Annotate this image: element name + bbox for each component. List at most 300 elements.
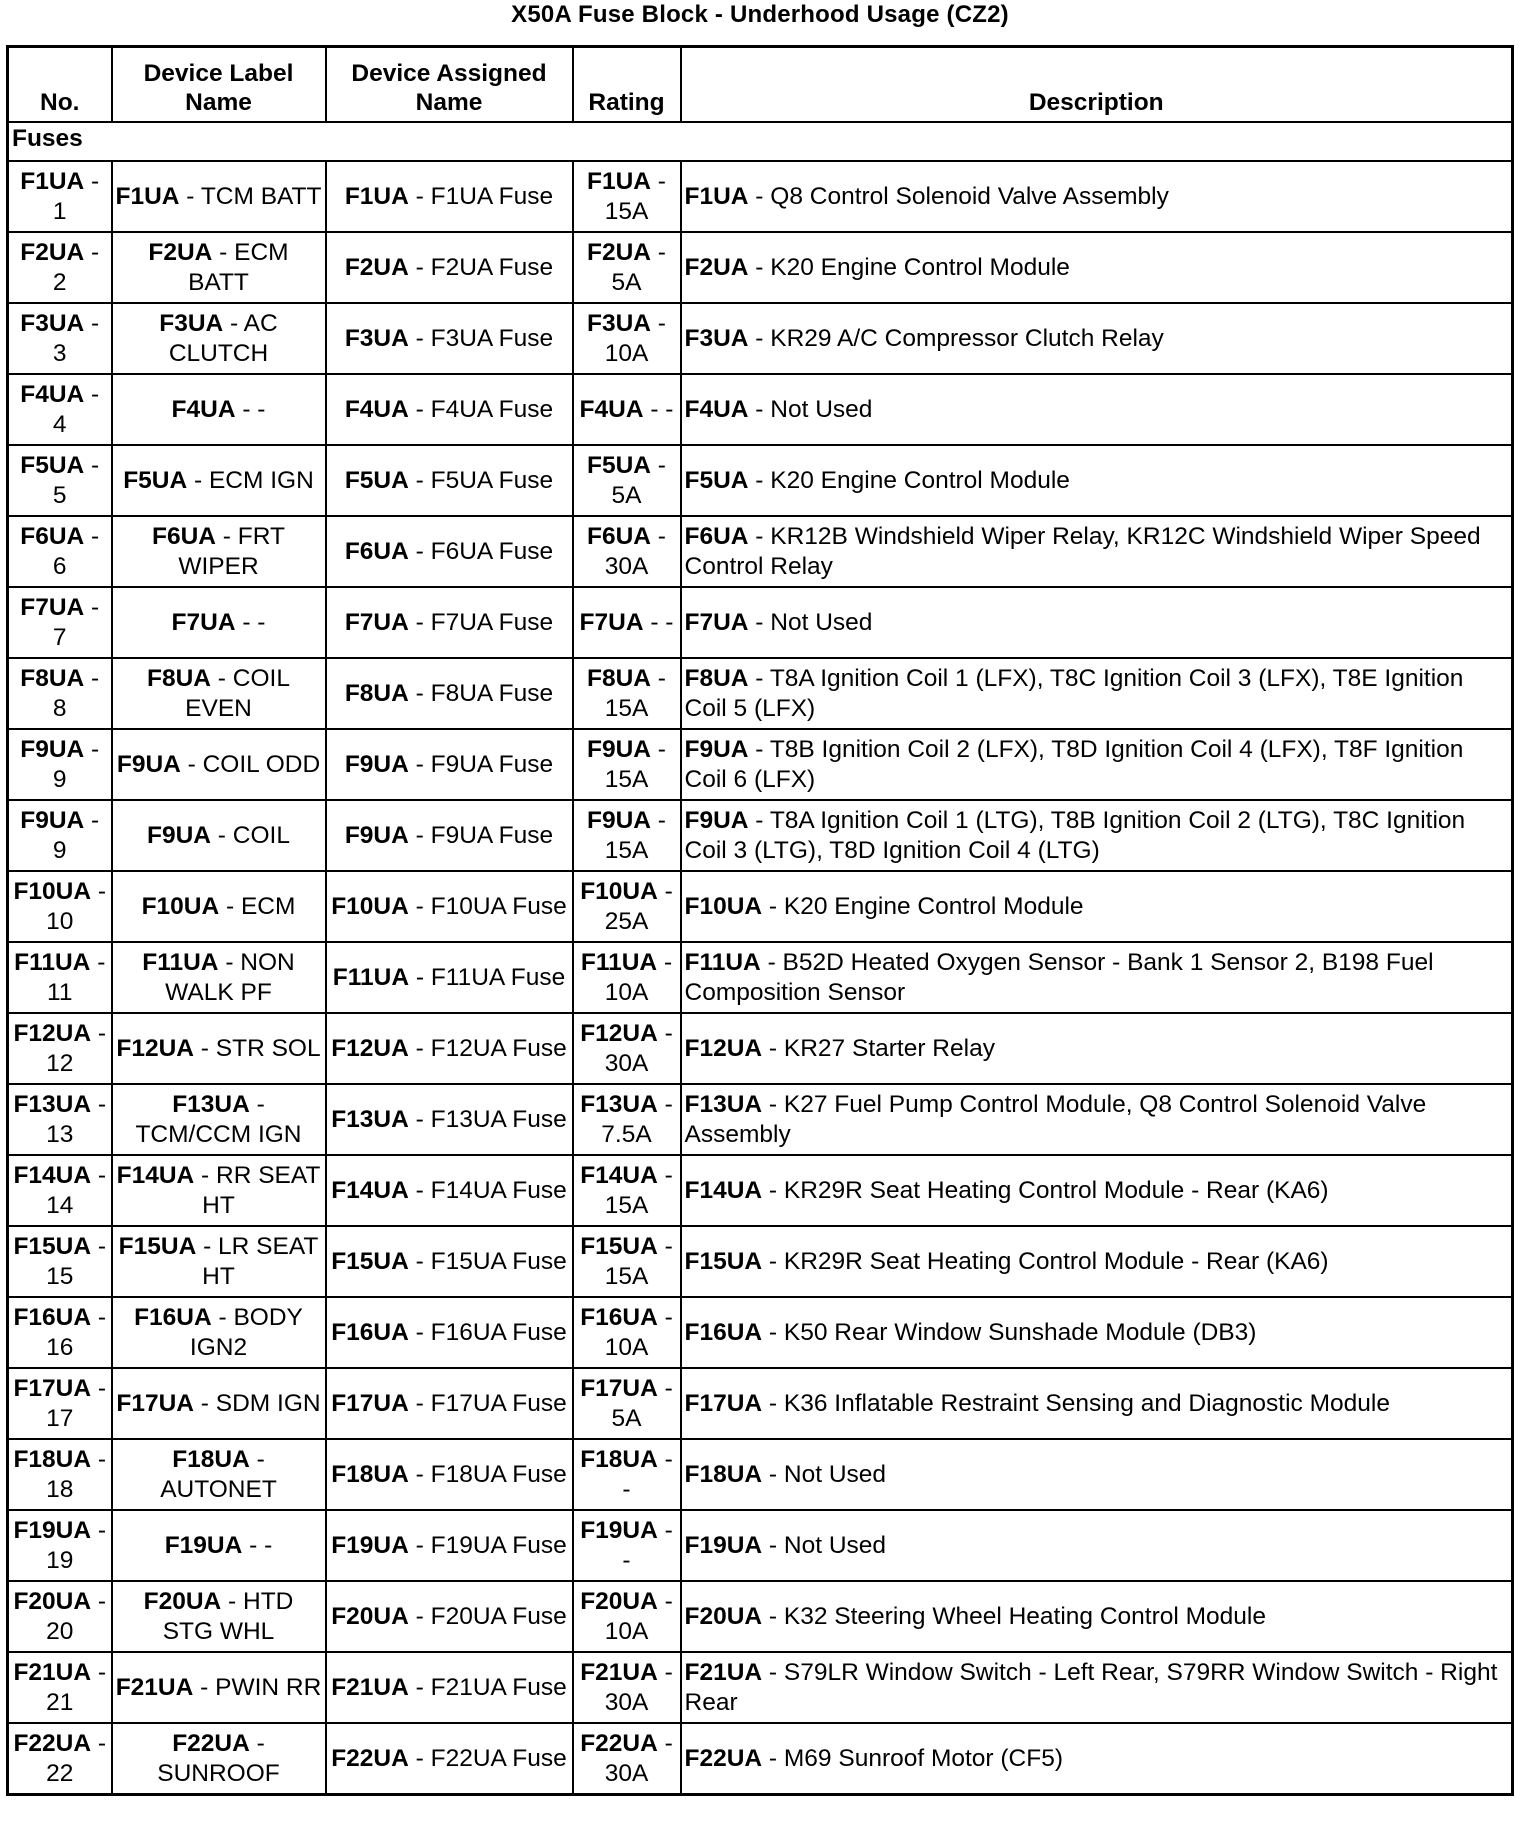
cell-device-assigned-fuse-id: F15UA xyxy=(331,1247,409,1275)
cell-description-fuse-id: F1UA xyxy=(684,182,749,210)
cell-no-fuse-id: F10UA xyxy=(13,877,92,905)
table-row xyxy=(8,374,1513,445)
cell-description xyxy=(681,587,1513,658)
cell-device-assigned-text: - F3UA Fuse xyxy=(408,324,554,352)
cell-description-fuse-id: F9UA xyxy=(684,806,749,834)
cell-no xyxy=(8,871,112,942)
cell-no xyxy=(8,303,112,374)
cell-rating-text: - - xyxy=(622,1445,673,1503)
cell-description-fuse-id: F10UA xyxy=(684,892,763,920)
cell-rating-text: - 15A xyxy=(604,664,666,722)
cell-rating-fuse-id: F4UA xyxy=(579,395,644,423)
cell-description-text: - K50 Rear Window Sunshade Module (DB3) xyxy=(762,1318,1257,1346)
cell-device-assigned-fuse-id: F6UA xyxy=(344,537,409,565)
cell-device-assigned xyxy=(326,1013,573,1084)
cell-no xyxy=(8,1226,112,1297)
header-label-line2: Name xyxy=(185,89,252,116)
cell-no xyxy=(8,942,112,1013)
cell-rating-fuse-id: F2UA xyxy=(587,238,651,266)
cell-description-fuse-id: F16UA xyxy=(684,1318,763,1346)
cell-rating xyxy=(573,1723,681,1795)
cell-device-assigned-text: - F15UA Fuse xyxy=(408,1247,567,1275)
cell-rating-text: - 5A xyxy=(611,238,666,296)
table-header-row xyxy=(8,47,1513,123)
cell-device-assigned xyxy=(326,658,573,729)
cell-rating-fuse-id: F17UA xyxy=(580,1374,658,1402)
cell-description xyxy=(681,729,1513,800)
cell-device-assigned-fuse-id: F12UA xyxy=(331,1034,409,1062)
cell-device-assigned-fuse-id: F9UA xyxy=(344,750,409,778)
cell-no xyxy=(8,374,112,445)
cell-device-label-text: - TCM/CCM IGN xyxy=(135,1090,302,1148)
cell-device-label-fuse-id: F20UA xyxy=(143,1587,222,1615)
cell-rating-text: - 15A xyxy=(604,806,666,864)
cell-no-fuse-id: F12UA xyxy=(13,1019,92,1047)
cell-device-label xyxy=(112,1581,326,1652)
cell-rating-fuse-id: F20UA xyxy=(580,1587,658,1615)
cell-device-assigned xyxy=(326,1084,573,1155)
cell-rating xyxy=(573,516,681,587)
cell-device-assigned-fuse-id: F9UA xyxy=(344,821,409,849)
table-row xyxy=(8,303,1513,374)
cell-rating-text: - 25A xyxy=(604,877,673,935)
cell-device-label-text: - - xyxy=(235,395,266,423)
cell-device-assigned xyxy=(326,232,573,303)
table-row xyxy=(8,942,1513,1013)
cell-device-label xyxy=(112,303,326,374)
cell-device-assigned-text: - F9UA Fuse xyxy=(408,821,554,849)
cell-device-assigned-text: - F21UA Fuse xyxy=(408,1673,567,1701)
cell-device-label-fuse-id: F9UA xyxy=(116,750,181,778)
cell-description-text: - Not Used xyxy=(748,608,873,636)
cell-no xyxy=(8,1155,112,1226)
cell-device-label xyxy=(112,942,326,1013)
cell-device-label-fuse-id: F19UA xyxy=(164,1531,243,1559)
cell-device-assigned xyxy=(326,1297,573,1368)
cell-device-label-fuse-id: F10UA xyxy=(141,892,220,920)
cell-device-label-fuse-id: F5UA xyxy=(123,466,188,494)
cell-rating xyxy=(573,587,681,658)
cell-device-label-fuse-id: F4UA xyxy=(171,395,236,423)
table-row xyxy=(8,729,1513,800)
cell-device-label-text: - - xyxy=(235,608,266,636)
cell-device-assigned-fuse-id: F21UA xyxy=(331,1673,409,1701)
cell-device-assigned-text: - F18UA Fuse xyxy=(408,1460,567,1488)
cell-no-text: - 10 xyxy=(46,877,107,935)
cell-device-assigned-fuse-id: F11UA xyxy=(332,963,410,991)
cell-no-text: - 13 xyxy=(46,1090,107,1148)
cell-device-label-fuse-id: F16UA xyxy=(134,1303,212,1331)
cell-device-label xyxy=(112,1368,326,1439)
cell-description-fuse-id: F15UA xyxy=(684,1247,763,1275)
cell-device-assigned-text: - F11UA Fuse xyxy=(409,963,566,991)
table-row xyxy=(8,658,1513,729)
cell-rating-fuse-id: F10UA xyxy=(580,877,658,905)
cell-description xyxy=(681,374,1513,445)
cell-no-text: - 21 xyxy=(46,1658,107,1716)
cell-rating-text: - 15A xyxy=(604,1161,673,1219)
cell-description-fuse-id: F7UA xyxy=(684,608,749,636)
cell-rating-fuse-id: F9UA xyxy=(587,735,651,763)
cell-device-assigned xyxy=(326,729,573,800)
cell-device-label-text: - STR SOL xyxy=(194,1034,321,1062)
cell-no-fuse-id: F1UA xyxy=(20,167,85,195)
cell-rating-fuse-id: F3UA xyxy=(587,309,651,337)
cell-device-assigned xyxy=(326,1368,573,1439)
cell-no-text: - 19 xyxy=(46,1516,107,1574)
cell-device-label-text: - COIL EVEN xyxy=(185,664,290,722)
cell-description xyxy=(681,658,1513,729)
table-row xyxy=(8,1581,1513,1652)
cell-rating-fuse-id: F15UA xyxy=(580,1232,658,1260)
cell-no xyxy=(8,1581,112,1652)
cell-device-label-text: - - xyxy=(242,1531,273,1559)
cell-rating xyxy=(573,1581,681,1652)
cell-no-fuse-id: F21UA xyxy=(13,1658,92,1686)
cell-description-fuse-id: F9UA xyxy=(684,735,749,763)
cell-rating xyxy=(573,1226,681,1297)
cell-device-assigned-fuse-id: F20UA xyxy=(331,1602,409,1630)
cell-device-label-fuse-id: F9UA xyxy=(147,821,211,849)
cell-device-assigned-text: - F16UA Fuse xyxy=(408,1318,567,1346)
cell-rating xyxy=(573,942,681,1013)
cell-no-fuse-id: F5UA xyxy=(20,451,85,479)
cell-description-fuse-id: F4UA xyxy=(684,395,749,423)
cell-description xyxy=(681,445,1513,516)
cell-rating xyxy=(573,1652,681,1723)
cell-rating xyxy=(573,1155,681,1226)
cell-rating xyxy=(573,445,681,516)
cell-no-fuse-id: F19UA xyxy=(13,1516,92,1544)
cell-rating-text: - 15A xyxy=(604,1232,673,1290)
cell-rating-text: - 30A xyxy=(604,1729,673,1787)
cell-device-assigned-text: - F9UA Fuse xyxy=(408,750,554,778)
cell-no-fuse-id: F18UA xyxy=(13,1445,92,1473)
cell-description-text: - KR27 Starter Relay xyxy=(762,1034,995,1062)
cell-device-assigned-text: - F2UA Fuse xyxy=(408,253,554,281)
cell-device-assigned xyxy=(326,1510,573,1581)
header-device-label-name xyxy=(112,47,326,123)
header-label-line1: Device Label xyxy=(143,60,294,87)
cell-description-text: - Q8 Control Solenoid Valve Assembly xyxy=(748,182,1169,210)
cell-description-text: - K20 Engine Control Module xyxy=(762,892,1084,920)
cell-description-text: - K20 Engine Control Module xyxy=(748,253,1070,281)
cell-description-text: - KR12B Windshield Wiper Relay, KR12C Windshield Wiper Speed Control Relay xyxy=(684,522,1481,580)
cell-rating-text: - 10A xyxy=(604,948,673,1006)
cell-description-text: - KR29 A/C Compressor Clutch Relay xyxy=(748,324,1164,352)
cell-description xyxy=(681,303,1513,374)
cell-device-label-text: - AC CLUTCH xyxy=(168,309,278,367)
cell-description-fuse-id: F2UA xyxy=(684,253,749,281)
cell-no-fuse-id: F7UA xyxy=(20,593,85,621)
fuse-usage-table xyxy=(6,45,1514,1796)
cell-rating-fuse-id: F16UA xyxy=(580,1303,658,1331)
cell-device-assigned-text: - F20UA Fuse xyxy=(408,1602,567,1630)
cell-rating-fuse-id: F13UA xyxy=(580,1090,658,1118)
cell-device-assigned xyxy=(326,942,573,1013)
cell-rating xyxy=(573,729,681,800)
cell-device-label-fuse-id: F7UA xyxy=(171,608,236,636)
cell-device-label-fuse-id: F8UA xyxy=(147,664,211,692)
cell-device-label-fuse-id: F18UA xyxy=(172,1445,250,1473)
header-assigned-line2: Name xyxy=(415,89,483,116)
cell-rating-text: - 10A xyxy=(604,1587,673,1645)
cell-description-fuse-id: F14UA xyxy=(684,1176,763,1204)
cell-device-assigned-fuse-id: F1UA xyxy=(344,182,409,210)
cell-no-fuse-id: F20UA xyxy=(13,1587,92,1615)
cell-device-assigned-text: - F12UA Fuse xyxy=(408,1034,567,1062)
cell-description xyxy=(681,516,1513,587)
cell-rating-text: - 5A xyxy=(611,451,666,509)
cell-device-label-fuse-id: F15UA xyxy=(118,1232,197,1260)
cell-device-assigned xyxy=(326,374,573,445)
cell-description xyxy=(681,1652,1513,1723)
table-row xyxy=(8,516,1513,587)
cell-device-label-fuse-id: F11UA xyxy=(142,948,219,976)
cell-device-assigned-fuse-id: F8UA xyxy=(344,679,409,707)
cell-description-fuse-id: F13UA xyxy=(684,1090,763,1118)
cell-device-label-text: - BODY IGN2 xyxy=(189,1303,303,1361)
cell-device-label xyxy=(112,1226,326,1297)
cell-device-assigned-text: - F22UA Fuse xyxy=(408,1744,567,1772)
cell-device-label-fuse-id: F6UA xyxy=(152,522,216,550)
cell-device-label-text: - PWIN RR xyxy=(193,1673,322,1701)
cell-device-assigned-text: - F13UA Fuse xyxy=(408,1105,567,1133)
cell-no-fuse-id: F13UA xyxy=(13,1090,92,1118)
cell-no-fuse-id: F2UA xyxy=(20,238,85,266)
cell-no-fuse-id: F4UA xyxy=(20,380,85,408)
cell-no-fuse-id: F9UA xyxy=(20,735,85,763)
cell-device-label-fuse-id: F22UA xyxy=(172,1729,250,1757)
cell-description-fuse-id: F19UA xyxy=(684,1531,763,1559)
cell-rating xyxy=(573,658,681,729)
cell-no xyxy=(8,1368,112,1439)
cell-no-text: - 3 xyxy=(52,309,100,367)
cell-device-label xyxy=(112,800,326,871)
cell-no-text: - 1 xyxy=(52,167,100,225)
cell-no xyxy=(8,729,112,800)
cell-device-assigned xyxy=(326,587,573,658)
cell-no-fuse-id: F16UA xyxy=(13,1303,92,1331)
cell-device-label-text: - FRT WIPER xyxy=(178,522,285,580)
cell-no-fuse-id: F15UA xyxy=(13,1232,92,1260)
cell-rating xyxy=(573,871,681,942)
cell-description xyxy=(681,1084,1513,1155)
cell-no-text: - 20 xyxy=(46,1587,107,1645)
cell-device-assigned xyxy=(326,1439,573,1510)
cell-description xyxy=(681,1723,1513,1795)
cell-no xyxy=(8,1723,112,1795)
cell-no xyxy=(8,232,112,303)
cell-device-assigned-text: - F17UA Fuse xyxy=(408,1389,567,1417)
cell-device-assigned-fuse-id: F16UA xyxy=(331,1318,409,1346)
cell-rating-fuse-id: F8UA xyxy=(587,664,651,692)
cell-device-label-text: - SUNROOF xyxy=(157,1729,280,1787)
cell-no-fuse-id: F8UA xyxy=(20,664,85,692)
cell-device-assigned-text: - F5UA Fuse xyxy=(408,466,554,494)
table-row xyxy=(8,1226,1513,1297)
cell-device-label-text: - HTD STG WHL xyxy=(162,1587,294,1645)
cell-description xyxy=(681,1439,1513,1510)
cell-rating-text: - 30A xyxy=(604,522,666,580)
cell-device-assigned-fuse-id: F5UA xyxy=(344,466,409,494)
cell-description xyxy=(681,1155,1513,1226)
cell-device-label-text: - ECM xyxy=(219,892,296,920)
table-row xyxy=(8,1013,1513,1084)
cell-no-fuse-id: F22UA xyxy=(13,1729,92,1757)
header-device-assigned-name xyxy=(326,47,573,123)
cell-device-label-fuse-id: F14UA xyxy=(116,1161,195,1189)
cell-rating-fuse-id: F6UA xyxy=(587,522,651,550)
cell-device-label-fuse-id: F12UA xyxy=(116,1034,194,1062)
cell-description-fuse-id: F12UA xyxy=(684,1034,763,1062)
cell-device-assigned-fuse-id: F4UA xyxy=(344,395,409,423)
cell-device-label-fuse-id: F17UA xyxy=(116,1389,194,1417)
cell-no-text: - 14 xyxy=(46,1161,107,1219)
cell-description-text: - K20 Engine Control Module xyxy=(748,466,1070,494)
table-row xyxy=(8,1297,1513,1368)
cell-no xyxy=(8,445,112,516)
page-title: X50A Fuse Block - Underhood Usage (CZ2) xyxy=(511,1,1009,28)
cell-device-assigned-text: - F10UA Fuse xyxy=(408,892,567,920)
cell-rating-text: - - xyxy=(643,608,674,636)
cell-no-text: - 16 xyxy=(46,1303,107,1361)
cell-no-text: - 6 xyxy=(52,522,100,580)
cell-rating-fuse-id: F7UA xyxy=(579,608,644,636)
cell-description xyxy=(681,161,1513,232)
cell-no xyxy=(8,1084,112,1155)
table-row xyxy=(8,445,1513,516)
section-row xyxy=(8,122,1513,161)
cell-description xyxy=(681,1226,1513,1297)
cell-no-fuse-id: F11UA xyxy=(14,948,91,976)
cell-device-assigned-text: - F8UA Fuse xyxy=(408,679,554,707)
cell-device-assigned-fuse-id: F2UA xyxy=(344,253,409,281)
cell-description-fuse-id: F18UA xyxy=(684,1460,763,1488)
cell-device-assigned xyxy=(326,1581,573,1652)
cell-rating xyxy=(573,1510,681,1581)
cell-description-text: - T8B Ignition Coil 2 (LFX), T8D Ignition Coil 4 (LFX), T8F Ignition Coil 6 (LFX) xyxy=(684,735,1464,793)
cell-device-assigned-text: - F19UA Fuse xyxy=(408,1531,567,1559)
cell-no-text: - 17 xyxy=(46,1374,107,1432)
cell-description-text: - KR29R Seat Heating Control Module - Rear (KA6) xyxy=(762,1247,1329,1275)
cell-no xyxy=(8,1510,112,1581)
cell-device-assigned-fuse-id: F18UA xyxy=(331,1460,409,1488)
cell-description xyxy=(681,1368,1513,1439)
cell-description-text: - K27 Fuel Pump Control Module, Q8 Control Solenoid Valve Assembly xyxy=(684,1090,1427,1148)
cell-no-text: - 5 xyxy=(52,451,100,509)
cell-rating xyxy=(573,1297,681,1368)
cell-device-label-text: - ECM IGN xyxy=(187,466,314,494)
cell-description-text: - KR29R Seat Heating Control Module - Rear (KA6) xyxy=(762,1176,1329,1204)
table-row xyxy=(8,1368,1513,1439)
cell-no-text: - 18 xyxy=(46,1445,107,1503)
cell-device-assigned-fuse-id: F22UA xyxy=(331,1744,409,1772)
cell-rating xyxy=(573,374,681,445)
cell-rating xyxy=(573,303,681,374)
cell-rating xyxy=(573,1013,681,1084)
cell-rating-text: - - xyxy=(622,1516,673,1574)
cell-device-label-fuse-id: F2UA xyxy=(148,238,213,266)
cell-description xyxy=(681,1510,1513,1581)
cell-description-fuse-id: F5UA xyxy=(684,466,749,494)
cell-device-assigned-fuse-id: F10UA xyxy=(331,892,409,920)
cell-device-assigned-fuse-id: F14UA xyxy=(331,1176,409,1204)
cell-device-label xyxy=(112,1297,326,1368)
table-row xyxy=(8,232,1513,303)
cell-device-label-text: - ECM BATT xyxy=(188,238,289,296)
cell-rating xyxy=(573,1084,681,1155)
header-assigned-line1: Device Assigned xyxy=(351,60,547,87)
cell-rating-fuse-id: F19UA xyxy=(580,1516,658,1544)
table-row xyxy=(8,1652,1513,1723)
cell-rating xyxy=(573,161,681,232)
cell-no xyxy=(8,658,112,729)
table-row xyxy=(8,587,1513,658)
cell-rating-text: - 5A xyxy=(611,1374,673,1432)
cell-no xyxy=(8,1439,112,1510)
cell-no xyxy=(8,800,112,871)
cell-device-label-text: - AUTONET xyxy=(160,1445,277,1503)
cell-no xyxy=(8,1652,112,1723)
cell-no-text: - 8 xyxy=(52,664,100,722)
cell-description-text: - K36 Inflatable Restraint Sensing and Diagnostic Module xyxy=(762,1389,1390,1417)
table-row xyxy=(8,1510,1513,1581)
cell-description xyxy=(681,942,1513,1013)
cell-device-label xyxy=(112,1652,326,1723)
cell-device-assigned xyxy=(326,161,573,232)
cell-rating-text: - 15A xyxy=(604,167,666,225)
cell-no-text: - 2 xyxy=(52,238,100,296)
cell-rating-fuse-id: F1UA xyxy=(587,167,651,195)
cell-no-text: - 9 xyxy=(52,806,100,864)
cell-description xyxy=(681,1297,1513,1368)
cell-rating-text: - 10A xyxy=(604,309,666,367)
cell-device-label xyxy=(112,871,326,942)
cell-device-label xyxy=(112,161,326,232)
cell-rating-text: - - xyxy=(643,395,674,423)
cell-device-label-text: - SDM IGN xyxy=(194,1389,321,1417)
cell-rating xyxy=(573,1439,681,1510)
cell-device-label-fuse-id: F3UA xyxy=(159,309,224,337)
cell-description-fuse-id: F3UA xyxy=(684,324,749,352)
cell-no-text: - 12 xyxy=(46,1019,107,1077)
cell-device-label-text: - TCM BATT xyxy=(179,182,322,210)
cell-device-label xyxy=(112,587,326,658)
cell-device-label-text: - LR SEAT HT xyxy=(196,1232,319,1290)
table-body xyxy=(8,122,1513,1795)
cell-description xyxy=(681,232,1513,303)
cell-device-label xyxy=(112,1723,326,1795)
table-row xyxy=(8,800,1513,871)
cell-rating-fuse-id: F22UA xyxy=(580,1729,658,1757)
cell-no-text: - 15 xyxy=(46,1232,107,1290)
cell-description-text: - T8A Ignition Coil 1 (LFX), T8C Ignition Coil 3 (LFX), T8E Ignition Coil 5 (LFX) xyxy=(684,664,1464,722)
cell-no xyxy=(8,1297,112,1368)
cell-rating-text: - 30A xyxy=(604,1658,673,1716)
cell-device-assigned xyxy=(326,1723,573,1795)
cell-device-label xyxy=(112,1510,326,1581)
cell-no xyxy=(8,161,112,232)
header-no: No. xyxy=(8,47,112,123)
cell-device-label-text: - NON WALK PF xyxy=(165,948,295,1006)
cell-description-fuse-id: F11UA xyxy=(684,948,761,976)
cell-rating-fuse-id: F11UA xyxy=(580,948,658,976)
cell-device-label xyxy=(112,1439,326,1510)
cell-rating xyxy=(573,800,681,871)
cell-description-fuse-id: F21UA xyxy=(684,1658,763,1686)
cell-no-text: - 11 xyxy=(47,948,106,1006)
